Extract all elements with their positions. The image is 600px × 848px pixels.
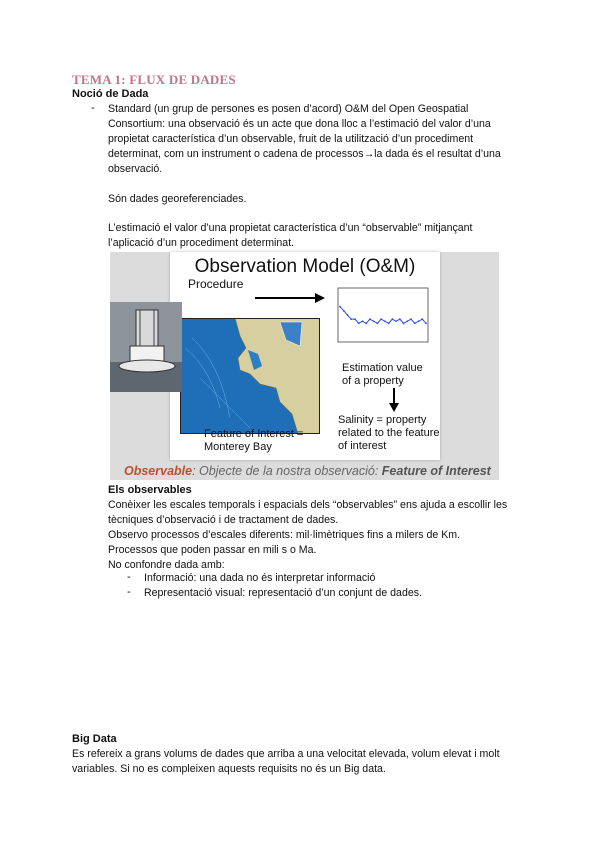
observation-model-figure <box>110 252 499 480</box>
caption-observable: Observable <box>124 464 193 478</box>
salinity-point <box>376 322 378 324</box>
estimation-paragraph: L’estimació el valor d’una propietat característica d’un “observable” mitjançant l’aplicació d’un procediment determinat. <box>108 222 473 249</box>
salinity-point <box>425 322 427 324</box>
bullet-marker: - <box>127 571 131 583</box>
salinity-point <box>350 318 352 320</box>
salinity-point <box>362 320 364 322</box>
figure-panel <box>170 252 440 460</box>
salinity-point <box>358 322 360 324</box>
salinity-point <box>399 318 401 320</box>
salinity-point <box>391 318 393 320</box>
salinity-point <box>339 306 341 308</box>
salinity-point <box>380 318 382 320</box>
salinity-chart <box>328 284 432 352</box>
section-heading-big-data: Big Data <box>72 733 117 745</box>
monterey-bay-map <box>180 318 320 434</box>
salinity-point <box>365 322 367 324</box>
salinity-point <box>369 318 371 320</box>
page-title: TEMA 1: FLUX DE DADES <box>72 72 236 87</box>
figure-title: Observation Model (O&M) <box>194 256 416 277</box>
salinity-point <box>418 320 420 322</box>
salinity-point <box>421 318 423 320</box>
big-data-paragraph: Es refereix a grans volums de dades que arriba a una velocitat elevada, volum elevat i molt variables. Si no es compleixen aquests requisits no és un Big data. <box>72 748 500 775</box>
section-heading-nocio: Noció de Dada <box>72 88 149 100</box>
salinity-point <box>410 318 412 320</box>
salinity-point <box>414 322 416 324</box>
georef-paragraph: Són dades georeferenciades. <box>108 193 247 205</box>
salinity-point <box>406 320 408 322</box>
section-heading-observables: Els observables <box>108 484 192 496</box>
salinity-point <box>347 314 349 316</box>
caption-feature: Feature of Interest <box>381 464 491 478</box>
salinity-point <box>388 322 390 324</box>
caption-middle: : Objecte de la nostra observació: <box>192 464 382 478</box>
estimation-label: Estimation value of a property <box>342 362 423 387</box>
salinity-point <box>403 322 405 324</box>
bullet-informacio: Informació: una dada no és interpretar informació <box>144 572 376 584</box>
bullet-marker: - <box>91 102 95 114</box>
procedure-label: Procedure <box>188 277 244 291</box>
definition-paragraph: Standard (un grup de persones es posen d’acord) O&M del Open Geospatial Consortium: una observació és un acte que dona lloc a l’estimació del valor d’una propietat característica d’un observable, fruit de la utilització d’un procediment determinat, com un instrument o cadena de processos→la dada és el resultat d’una observació. <box>108 103 501 175</box>
salinity-point <box>373 320 375 322</box>
observables-paragraph: Conèixer les escales temporals i espacials dels “observables” ens ajuda a escollir les tècniques d’observació i de tractament de dades. Observo processos d’escales diferents: mil·limètriques fins a milers de Km. Processos que poden passar en mili s o Ma. No confondre dada amb: <box>108 499 508 571</box>
down-arrow-icon <box>388 388 400 412</box>
buoy-photo <box>110 302 182 392</box>
salinity-point <box>343 310 345 312</box>
salinity-point <box>384 320 386 322</box>
feature-of-interest-label: Feature of Interest = Monterey Bay <box>204 428 304 453</box>
procedure-arrow-icon <box>255 292 325 304</box>
bullet-representacio: Representació visual: representació d’un conjunt de dades. <box>144 587 422 599</box>
salinity-point <box>395 320 397 322</box>
chart-frame <box>338 288 428 342</box>
bullet-marker: - <box>127 586 131 598</box>
salinity-label: Salinity = property related to the feature of interest <box>338 414 440 452</box>
figure-caption <box>124 464 491 478</box>
salinity-point <box>354 318 356 320</box>
